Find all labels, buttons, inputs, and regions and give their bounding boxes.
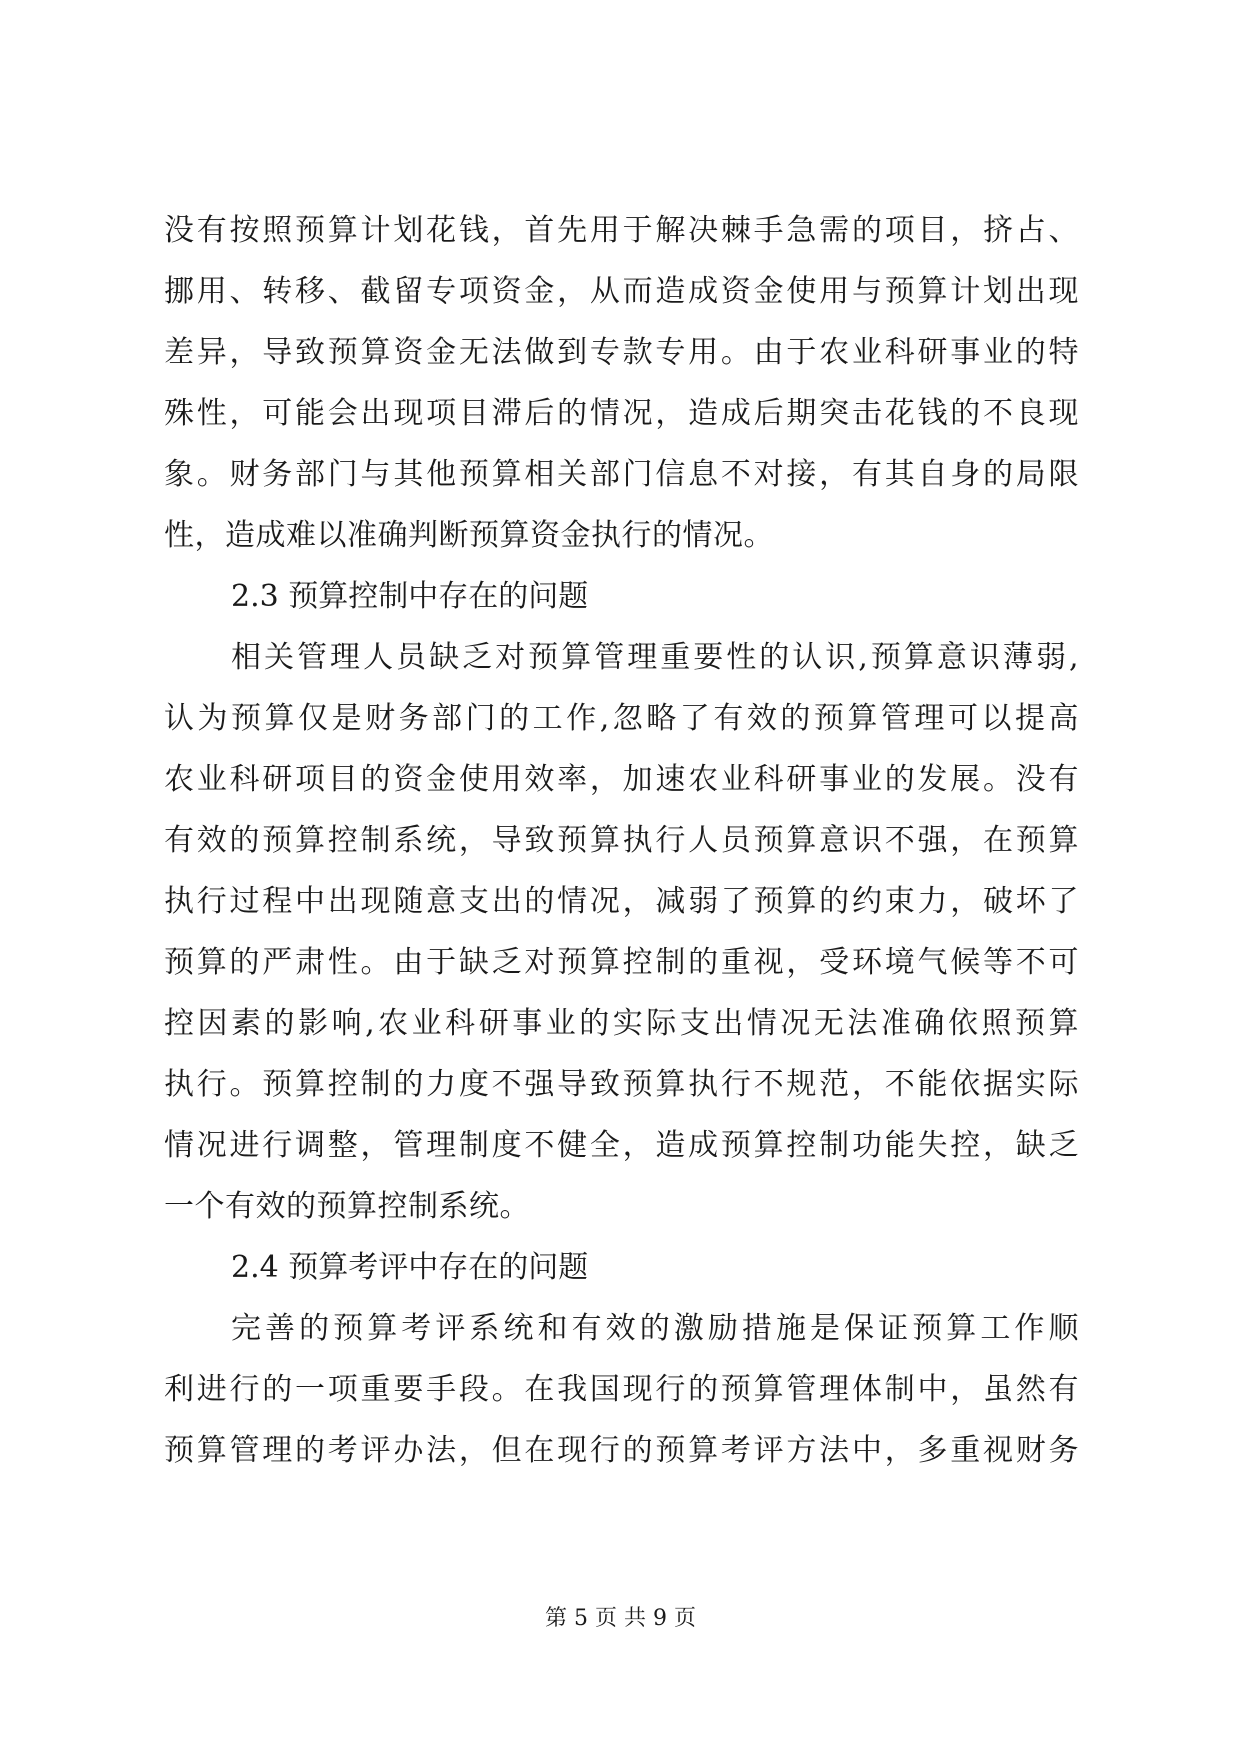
paragraph-line: 没有按照预算计划花钱，首先用于解决棘手急需的项目，挤占、 [164,213,1079,248]
page-footer: 第 5 页 共 9 页 [545,1606,696,1631]
paragraph-line: 控因素的影响,农业科研事业的实际支出情况无法准确依照预算 [164,1006,1079,1041]
paragraph-line: 差异，导致预算资金无法做到专款专用。由于农业科研事业的特 [164,335,1079,370]
section-heading-2-4: 2.4 预算考评中存在的问题 [231,1250,589,1285]
paragraph-line: 相关管理人员缺乏对预算管理重要性的认识,预算意识薄弱, [231,640,1079,675]
paragraph-line: 预算的严肃性。由于缺乏对预算控制的重视，受环境气候等不可 [164,945,1079,980]
paragraph-line: 执行过程中出现随意支出的情况，减弱了预算的约束力，破坏了 [164,884,1079,919]
section-heading-2-3: 2.3 预算控制中存在的问题 [231,579,589,614]
paragraph-line: 预算管理的考评办法，但在现行的预算考评方法中，多重视财务 [164,1433,1079,1468]
paragraph-line: 农业科研项目的资金使用效率，加速农业科研事业的发展。没有 [164,762,1079,797]
paragraph-line: 执行。预算控制的力度不强导致预算执行不规范，不能依据实际 [164,1067,1079,1102]
paragraph-line: 情况进行调整，管理制度不健全，造成预算控制功能失控，缺乏 [164,1128,1079,1163]
paragraph-line: 一个有效的预算控制系统。 [164,1189,530,1224]
paragraph-line: 性，造成难以准确判断预算资金执行的情况。 [164,518,774,553]
paragraph-line: 完善的预算考评系统和有效的激励措施是保证预算工作顺 [231,1311,1079,1346]
paragraph-line: 象。财务部门与其他预算相关部门信息不对接，有其自身的局限 [164,457,1079,492]
paragraph-line: 有效的预算控制系统，导致预算执行人员预算意识不强，在预算 [164,823,1079,858]
paragraph-line: 殊性，可能会出现项目滞后的情况，造成后期突击花钱的不良现 [164,396,1079,431]
paragraph-line: 挪用、转移、截留专项资金，从而造成资金使用与预算计划出现 [164,274,1079,309]
body-text [164,200,1079,1481]
paragraph-line: 利进行的一项重要手段。在我国现行的预算管理体制中，虽然有 [164,1372,1079,1407]
paragraph-line: 认为预算仅是财务部门的工作,忽略了有效的预算管理可以提高 [164,701,1079,736]
